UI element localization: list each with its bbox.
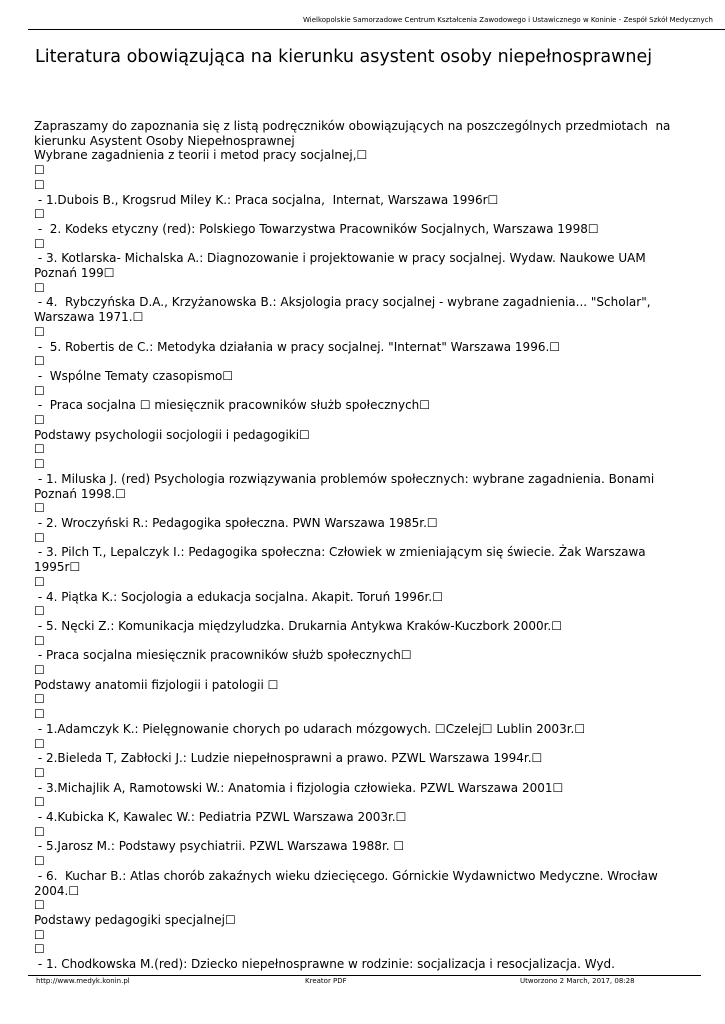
- text-line: 2004.☐: [34, 883, 80, 898]
- text-line: ☐: [34, 898, 45, 913]
- text-line: - 4.Kubicka K, Kawalec W.: Pediatria PZWL Warszawa 2003r.☐: [34, 810, 407, 825]
- text-line: ☐: [34, 207, 45, 222]
- page-title: Literatura obowiązująca na kierunku asystent osoby niepełnosprawnej: [35, 46, 653, 67]
- header-divider: [28, 29, 725, 30]
- text-line: ☐: [34, 942, 45, 957]
- text-line: - 4. Piątka K.: Socjologia a edukacja socjalna. Akapit. Toruń 1996r.☐: [34, 589, 443, 604]
- text-line: ☐: [34, 604, 45, 619]
- text-line: Wybrane zagadnienia z teorii i metod pracy socjalnej,☐: [34, 148, 368, 163]
- text-line: ☐: [34, 530, 45, 545]
- text-line: ☐: [34, 824, 45, 839]
- text-line: - 6. Kuchar B.: Atlas chorób zakaźnych wieku dziecięcego. Górnickie Wydawnictwo Medyczne. Wrocław: [34, 868, 658, 883]
- text-line: Poznań 199☐: [34, 266, 115, 281]
- text-line: kierunku Asystent Osoby Niepełnosprawnej: [34, 133, 295, 148]
- text-line: ☐: [34, 765, 45, 780]
- text-line: - 1.Adamczyk K.: Pielęgnowanie chorych po udarach mózgowych. ☐Czelej☐ Lublin 2003r.☐: [34, 721, 586, 736]
- text-line: Warszawa 1971.☐: [34, 310, 144, 325]
- text-line: - 4. Rybczyńska D.A., Krzyżanowska B.: Aksjologia pracy socjalnej - wybrane zagadnienia... "Scholar",: [34, 295, 651, 310]
- text-line: ☐: [34, 280, 45, 295]
- footer-created-date: Utworzono 2 March, 2017, 08:28: [520, 977, 635, 985]
- text-line: - 3.Michajlik A, Ramotowski W.: Anatomia i fizjologia człowieka. PZWL Warszawa 2001☐: [34, 780, 564, 795]
- text-line: ☐: [34, 383, 45, 398]
- text-line: ☐: [34, 501, 45, 516]
- text-line: Podstawy anatomii fizjologii i patologii ☐: [34, 677, 279, 692]
- text-line: Podstawy psychologii socjologii i pedagogiki☐: [34, 427, 310, 442]
- text-line: ☐: [34, 177, 45, 192]
- text-line: - 1.Dubois B., Krogsrud Miley K.: Praca socjalna, Internat, Warszawa 1996r☐: [34, 192, 499, 207]
- text-line: ☐: [34, 795, 45, 810]
- page-header: [0, 2, 725, 30]
- text-line: ☐: [34, 324, 45, 339]
- text-line: Podstawy pedagogiki specjalnej☐: [34, 912, 236, 927]
- text-line: - Praca socjalna miesięcznik pracowników służb społecznych☐: [34, 648, 412, 663]
- text-line: ☐: [34, 354, 45, 369]
- text-line: - 5. Nęcki Z.: Komunikacja międzyludzka. Drukarnia Antykwa Kraków-Kuczbork 2000r.☐: [34, 618, 562, 633]
- document-body: [34, 119, 714, 972]
- text-line: - 1. Chodkowska M.(red): Dziecko niepełnosprawne w rodzinie: socjalizacja i resocjalizacja. Wyd.: [34, 957, 615, 972]
- header-institution: Wielkopolskie Samorzadowe Centrum Kształcenia Zawodowego i Ustawicznego w Koninie - Zespół Szkół Medycznych: [303, 16, 713, 24]
- text-line: ☐: [34, 574, 45, 589]
- text-line: - 2. Wroczyński R.: Pedagogika społeczna. PWN Warszawa 1985r.☐: [34, 515, 438, 530]
- text-line: ☐: [34, 736, 45, 751]
- text-line: ☐: [34, 692, 45, 707]
- text-line: - 3. Kotlarska- Michalska A.: Diagnozowanie i projektowanie w pracy socjalnej. Wydaw. Naukowe UAM: [34, 251, 646, 266]
- text-line: ☐: [34, 457, 45, 472]
- text-line: ☐: [34, 236, 45, 251]
- text-line: 1995r☐: [34, 560, 81, 575]
- text-line: ☐: [34, 663, 45, 678]
- text-line: - 2.Bieleda T, Zabłocki J.: Ludzie niepełnosprawni a prawo. PZWL Warszawa 1994r.☐: [34, 751, 543, 766]
- text-line: ☐: [34, 633, 45, 648]
- text-line: Poznań 1998.☐: [34, 486, 126, 501]
- text-line: ☐: [34, 413, 45, 428]
- text-line: ☐: [34, 927, 45, 942]
- text-line: - 3. Pilch T., Lepalczyk I.: Pedagogika społeczna: Człowiek w zmieniającym się świecie. Żak Warszawa: [34, 545, 646, 560]
- text-line: - Praca socjalna ☐ miesięcznik pracowników służb społecznych☐: [34, 398, 431, 413]
- text-line: - 1. Miluska J. (red) Psychologia rozwiązywania problemów społecznych: wybrane zagadnienia. Bonami: [34, 471, 655, 486]
- text-line: - 5.Jarosz M.: Podstawy psychiatrii. PZWL Warszawa 1988r. ☐: [34, 839, 405, 854]
- text-line: - 2. Kodeks etyczny (red): Polskiego Towarzystwa Pracowników Socjalnych, Warszawa 1998☐: [34, 221, 599, 236]
- text-line: - Wspólne Tematy czasopismo☐: [34, 368, 234, 383]
- text-line: ☐: [34, 163, 45, 178]
- text-line: ☐: [34, 707, 45, 722]
- text-line: Zapraszamy do zapoznania się z listą podręczników obowiązujących na poszczególnych przedmiotach na: [34, 119, 671, 133]
- text-line: ☐: [34, 442, 45, 457]
- footer-divider: [28, 975, 701, 976]
- text-line: ☐: [34, 854, 45, 869]
- footer-generator: Kreator PDF: [305, 977, 347, 985]
- text-line: - 5. Robertis de C.: Metodyka działania w pracy socjalnej. "Internat" Warszawa 1996.☐: [34, 339, 561, 354]
- footer-url-link[interactable]: http://www.medyk.konin.pl: [36, 977, 130, 985]
